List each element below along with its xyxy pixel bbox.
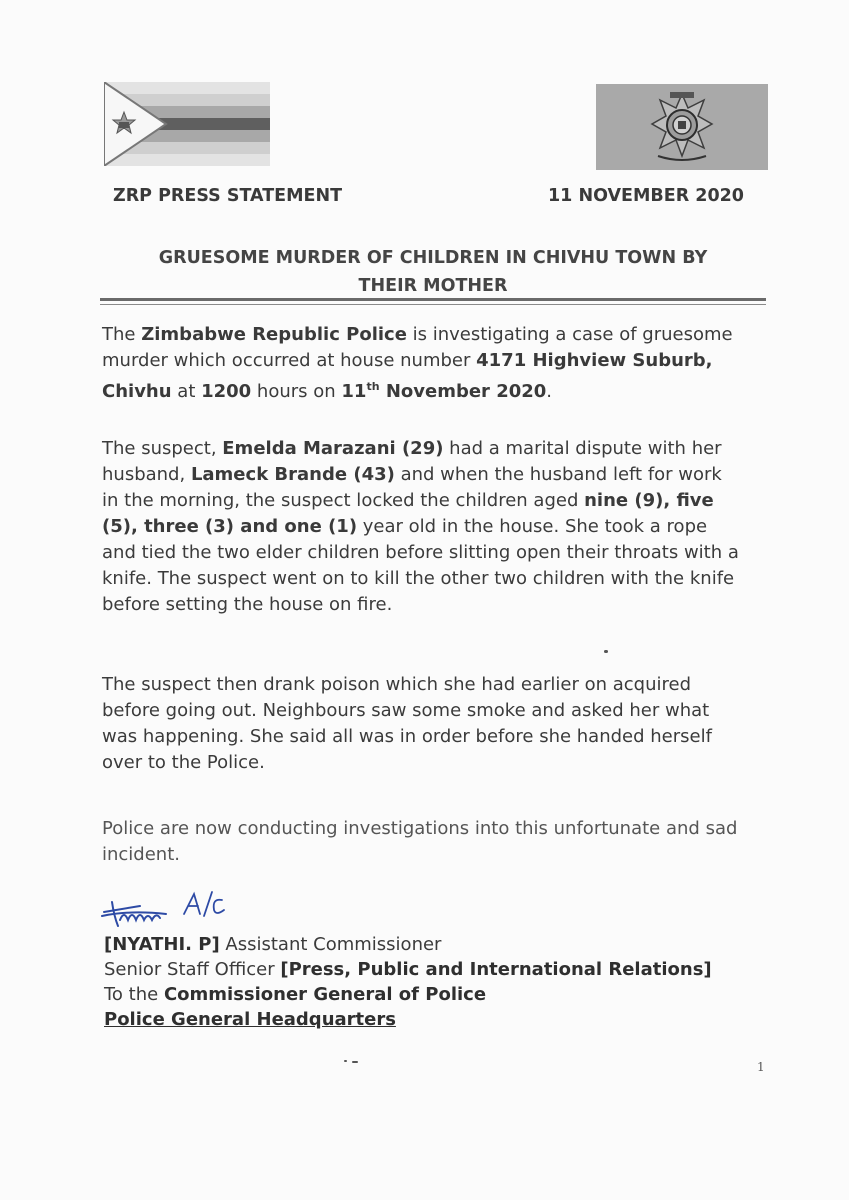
paragraph-4 bbox=[102, 816, 772, 868]
statement-title bbox=[100, 244, 766, 300]
text: hours on bbox=[251, 381, 342, 402]
text: at bbox=[171, 381, 202, 402]
press-statement-label: ZRP PRESS STATEMENT bbox=[113, 186, 343, 206]
title-divider-thick bbox=[100, 298, 766, 301]
title-line-2: THEIR MOTHER bbox=[358, 276, 508, 296]
suspect-name: Emelda Marazani (29) bbox=[222, 438, 444, 459]
children-ages: nine (9), five bbox=[584, 490, 714, 511]
text: The suspect, bbox=[102, 438, 223, 459]
zimbabwe-flag-icon bbox=[104, 82, 270, 166]
text: murder which occurred at house number bbox=[102, 350, 477, 371]
text-line: over to the Police. bbox=[102, 752, 265, 773]
title-divider-thin bbox=[100, 304, 766, 305]
headquarters: Police General Headquarters bbox=[104, 1009, 396, 1030]
town: Chivhu bbox=[102, 381, 172, 402]
handwritten-signature bbox=[100, 886, 240, 936]
text-line: The suspect then drank poison which she had earlier on acquired bbox=[102, 674, 692, 695]
text: . bbox=[546, 381, 553, 402]
text: and when the husband left for work bbox=[394, 464, 722, 485]
police-emblem-box bbox=[596, 84, 768, 170]
page-number: 1 bbox=[757, 1060, 765, 1074]
paragraph-1 bbox=[102, 322, 772, 405]
text: The bbox=[102, 324, 142, 345]
department: [Press, Public and International Relations] bbox=[280, 959, 712, 980]
scan-speck bbox=[352, 1061, 358, 1063]
text: year old in the house. She took a rope bbox=[357, 516, 708, 537]
title-line-1: GRUESOME MURDER OF CHILDREN IN CHIVHU TOWN BY bbox=[158, 248, 708, 268]
text-line: before going out. Neighbours saw some smoke and asked her what bbox=[102, 700, 710, 721]
text-line: before setting the house on fire. bbox=[102, 594, 393, 615]
text-line: knife. The suspect went on to kill the other two children with the knife bbox=[102, 568, 735, 589]
month-year: November 2020 bbox=[379, 381, 547, 402]
text: had a marital dispute with her bbox=[443, 438, 722, 459]
text-line: and tied the two elder children before slitting open their throats with a bbox=[102, 542, 739, 563]
children-ages: (5), three (3) and one (1) bbox=[102, 516, 358, 537]
paragraph-3 bbox=[102, 672, 772, 776]
officer-position: Senior Staff Officer bbox=[104, 959, 281, 980]
police-name: Zimbabwe Republic Police bbox=[141, 324, 407, 345]
text-line: incident. bbox=[102, 844, 180, 865]
ordinal-suffix: th bbox=[366, 380, 380, 393]
day: 11 bbox=[341, 381, 367, 402]
statement-date: 11 NOVEMBER 2020 bbox=[548, 186, 744, 206]
address: 4171 Highview Suburb, bbox=[476, 350, 713, 371]
officer-rank: Assistant Commissioner bbox=[219, 934, 442, 955]
time: 1200 bbox=[201, 381, 252, 402]
text: husband, bbox=[102, 464, 191, 485]
paragraph-2 bbox=[102, 436, 772, 618]
text: in the morning, the suspect locked the children aged bbox=[102, 490, 585, 511]
text-line: was happening. She said all was in order before she handed herself bbox=[102, 726, 712, 747]
text: is investigating a case of gruesome bbox=[406, 324, 733, 345]
officer-name: [NYATHI. P] bbox=[104, 934, 220, 955]
husband-name: Lameck Brande (43) bbox=[190, 464, 395, 485]
text: To the bbox=[104, 984, 164, 1005]
scan-speck bbox=[344, 1060, 347, 1062]
scan-speck bbox=[604, 650, 608, 653]
police-emblem-icon bbox=[648, 90, 716, 164]
text-line: Police are now conducting investigations into this unfortunate and sad bbox=[102, 818, 738, 839]
recipient: Commissioner General of Police bbox=[163, 984, 487, 1005]
signature-block bbox=[104, 932, 784, 1032]
